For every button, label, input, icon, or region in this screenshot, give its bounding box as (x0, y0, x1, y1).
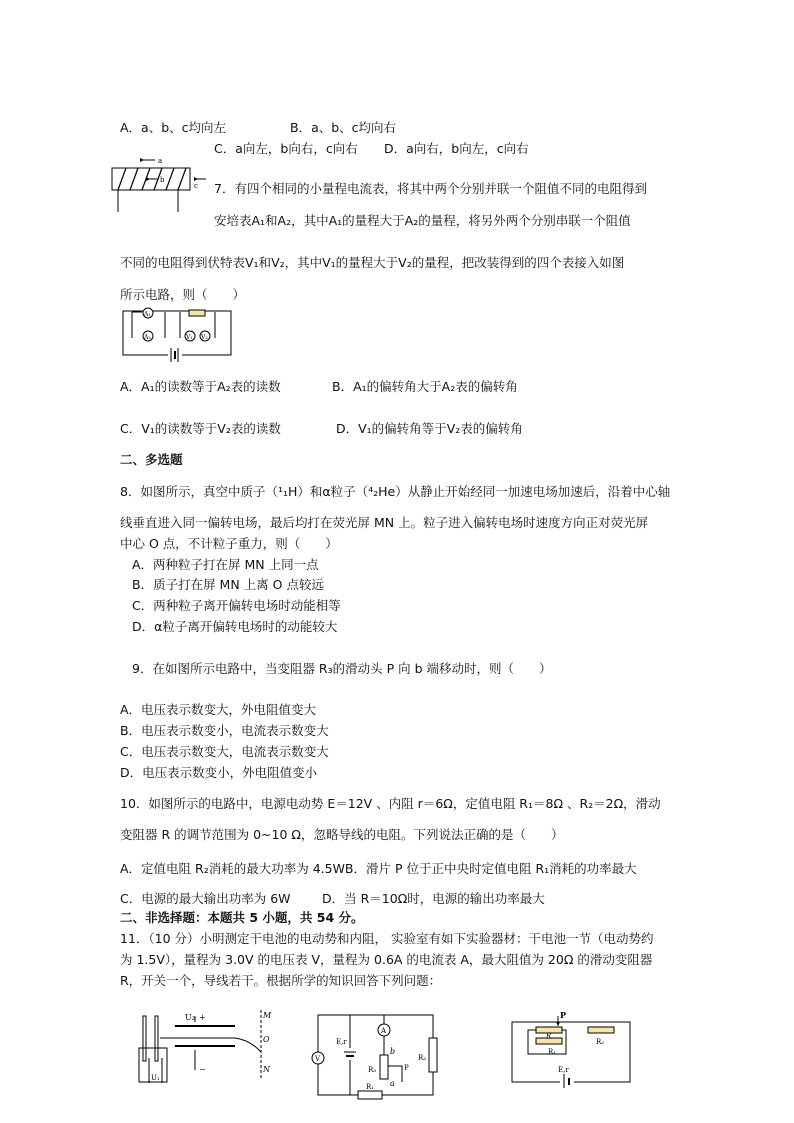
fig7-label-v2: V₂ (201, 334, 208, 341)
q11-line-3: R，开关一个，导线若干。根据所学的知识回答下列问题： (120, 973, 442, 988)
fig10-label-r2: R₂ (596, 1038, 605, 1046)
fig8-label-n: N (263, 1065, 270, 1074)
fig7-label-a1: A₁ (144, 311, 151, 318)
q7-option-c: C．V₁的读数等于V₂表的读数 (120, 421, 281, 436)
meter-circuit-figure (120, 308, 235, 358)
section-heading-multiple-choice: 二、多选题 (120, 452, 183, 467)
q7-option-b: B．A₁的偏转角大于A₂表的偏转角 (332, 379, 518, 394)
q7-line-3: 不同的电阻得到伏特表V₁和V₂，其中V₁的量程大于V₂的量程，把改装得到的四个表接入如图 (120, 255, 625, 270)
fig8-label-m: M (263, 1011, 272, 1020)
q9-option-c: C．电压表示数变大，电流表示数变大 (120, 744, 329, 759)
section-heading-non-choice: 二、非选择题：本题共 5 小题，共 54 分。 (120, 910, 364, 925)
fig9-label-a: A (381, 1027, 387, 1035)
q10-line-2: 变阻器 R 的调节范围为 0~10 Ω，忽略导线的电阻。下列说法正确的是（ ） (120, 827, 564, 842)
q8-option-b: B．质子打在屏 MN 上离 O 点较远 (132, 577, 324, 592)
fig10-label-er: E,r (558, 1066, 569, 1074)
q7-line-2: 安培表A₁和A₂，其中A₁的量程大于A₂的量程，将另外两个分别串联一个阻值 (214, 213, 631, 228)
fig9-label-r3: R₃ (368, 1066, 377, 1074)
q9-line-1: 9．在如图所示电路中，当变阻器 R₃的滑动头 P 向 b 端移动时，则（ ） (132, 661, 552, 676)
q6-option-d: D．a向右，b向左，c向右 (384, 141, 529, 156)
fig9-label-b: b (390, 1047, 396, 1056)
q8-option-d: D．α粒子离开偏转电场时的动能较大 (132, 619, 338, 634)
q6-option-a: A．a、b、c均向左 (120, 120, 227, 135)
fig9-label-v: V (315, 1055, 321, 1063)
q10-option-c: C．电源的最大输出功率为 6W (120, 891, 291, 906)
fig9-label-r2: R₂ (418, 1054, 427, 1062)
q6-option-b: B．a、b、c均向右 (290, 120, 397, 135)
fig6-label-b: b (160, 176, 165, 184)
fig8-label-o: O (263, 1035, 270, 1044)
fig8-label-minus: − (199, 1065, 206, 1074)
fig8-label-u2: U₂ (185, 1013, 195, 1022)
q9-option-a: A．电压表示数变大，外电阻值变大 (120, 702, 317, 717)
q7-option-a: A．A₁的读数等于A₂表的读数 (120, 379, 281, 394)
fig9-label-er: E,r (336, 1038, 347, 1046)
q8-line-3: 中心 O 点，不计粒子重力，则（ ） (120, 536, 338, 551)
fig10-label-r: R (546, 1032, 552, 1040)
fig7-label-v1: V₁ (186, 334, 193, 341)
q8-line-2: 线垂直进入同一偏转电场，最后均打在荧光屏 MN 上。粒子进入偏转电场时速度方向正对荧光屏 (120, 515, 649, 530)
q7-line-1: 7．有四个相同的小量程电流表，将其中两个分别并联一个阻值不同的电阻得到 (214, 181, 647, 196)
fig7-label-a2: A₂ (144, 334, 151, 341)
solenoid-figure (110, 158, 210, 214)
fig10-label-p: P (560, 1010, 567, 1020)
q6-option-c: C．a向左，b向右，c向右 (214, 141, 358, 156)
q8-option-a: A．两种粒子打在屏 MN 上同一点 (132, 557, 319, 572)
q9-option-b: B．电压表示数变小，电流表示数变大 (120, 723, 329, 738)
q9-option-d: D．电压表示数变小，外电阻值变小 (120, 765, 318, 780)
fig6-label-a: a (158, 157, 163, 165)
q10-line-1: 10．如图所示的电路中，电源电动势 E＝12V 、内阻 r＝6Ω，定值电阻 R₁＝8Ω 、R₂＝2Ω，滑动 (120, 796, 661, 811)
q10-circuit-figure (508, 1008, 638, 1088)
q11-line-1: 11．（10 分）小明测定干电池的电动势和内阻， 实验室有如下实验器材：干电池一节（电动势约 (120, 931, 654, 946)
fig9-label-p: P (404, 1064, 409, 1072)
q11-line-2: 为 1.5V），量程为 3.0V 的电压表 V，量程为 0.6A 的电流表 A，最大阻值为 20Ω 的滑动变阻器 (120, 952, 653, 967)
fig8-label-u1: U₁ (151, 1074, 160, 1082)
q8-line-1: 8．如图所示，真空中质子（¹₁H）和α粒子（⁴₂He）从静止开始经同一加速电场加速后，沿着中心轴 (120, 484, 671, 499)
fig9-label-r1: R₁ (366, 1083, 375, 1091)
q7-option-d: D．V₁的偏转角等于V₂表的偏转角 (336, 421, 523, 436)
q10-option-a-b: A．定值电阻 R₂消耗的最大功率为 4.5WB．滑片 P 位于正中央时定值电阻 R₁消耗的功率最大 (120, 861, 637, 876)
fig9-label-a-terminal: a (390, 1079, 395, 1088)
q7-line-4: 所示电路，则（ ） (120, 287, 246, 302)
fig10-label-r1: R₁ (548, 1048, 557, 1056)
fig6-label-c: c (194, 182, 198, 190)
q9-circuit-figure (310, 1010, 440, 1105)
q8-option-c: C．两种粒子离开偏转电场时动能相等 (132, 598, 341, 613)
deflection-field-figure (135, 1008, 275, 1098)
fig8-label-plus: + (199, 1013, 206, 1022)
q10-option-d: D．当 R＝10Ω时，电源的输出功率最大 (322, 891, 545, 906)
